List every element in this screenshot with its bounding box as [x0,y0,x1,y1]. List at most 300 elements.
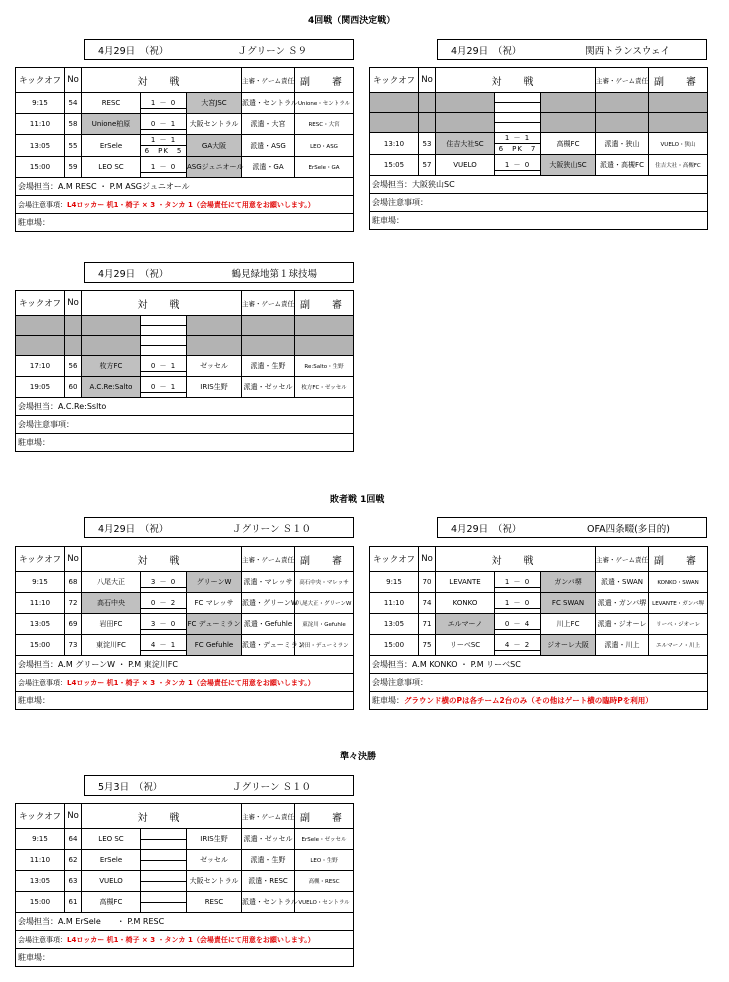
empty-cell [541,113,596,133]
match-no: 71 [419,614,436,635]
venue-date: 4月29日 （祝） [451,523,522,535]
empty-cell [495,113,541,133]
score-cell [495,155,541,176]
home-team: 住吉大社SC [436,133,495,155]
referee: 派遣・ゼッセル [242,377,295,398]
away-team: FC マレッサ [187,593,242,614]
venue-notes-row [16,416,354,434]
match-no: 58 [65,114,82,135]
kickoff-time: 15:00 [16,635,65,656]
score-cell [495,593,541,614]
home-team: KONKO [436,593,495,614]
col-sub-referee: 副 審 [295,547,354,572]
score [141,902,186,903]
venue-in-charge-row [370,176,708,194]
sub-referee: ErSele・ゼッセル [295,829,354,850]
match-no: 70 [419,572,436,593]
parking-label: 駐車場： [18,953,50,962]
score: 3 － 0 [141,619,186,630]
away-team: ガンバ堺 [541,572,596,593]
referee: 派遣・ガンバ堺 [596,593,649,614]
kickoff-time: 11:10 [16,593,65,614]
parking-row [370,212,708,230]
venue-name: Ｊグリーン Ｓ１０ [232,781,311,793]
referee: 派遣・セントラル [242,892,295,913]
venue-notes-value: L4ロッカー 机1・椅子 × 3 ・タンカ 1（会場責任にて用意をお願いします。） [67,200,315,209]
venue-in-charge-label: 会場担当： [18,182,58,191]
parking-label: 駐車場： [18,696,50,705]
col-sub-referee: 副 審 [295,804,354,829]
venue-notes-row [16,196,354,214]
venue-notes-label: 会場注意事項： [18,200,67,209]
empty-cell [295,316,354,336]
kickoff-time: 9:15 [16,572,65,593]
col-sub-referee: 副 審 [295,68,354,93]
away-team: RESC [187,892,242,913]
empty-cell [141,336,187,356]
score: 3 － 0 [141,577,186,588]
score: 0 － 1 [141,119,186,130]
match-row [370,614,708,635]
away-team: 大宮JSC [187,93,242,114]
col-referee: 主審・ゲーム責任 [242,804,295,829]
venue-header [84,775,354,796]
empty-cell [495,93,541,113]
referee: 派遣・RESC [242,871,295,892]
col-match: 対 戦 [436,68,596,93]
away-team: GA大阪 [187,135,242,157]
venue-in-charge-value: A.M KONKO ・ P.M リーベSC [412,660,521,669]
match-no: 68 [65,572,82,593]
col-kickoff: キックオフ [370,547,419,572]
home-team: リーベSC [436,635,495,656]
home-team: ErSele [82,135,141,157]
sub-referee: Unione・セントラル [295,93,354,114]
venue-in-charge-row [16,398,354,416]
empty-row [370,93,708,113]
score: 1 － 0 [495,598,540,609]
referee: 派遣・マレッサ [242,572,295,593]
col-referee: 主審・ゲーム責任 [596,68,649,93]
empty-row [16,316,354,336]
match-no: 61 [65,892,82,913]
match-no: 53 [419,133,436,155]
col-kickoff: キックオフ [370,68,419,93]
kickoff-time: 17:10 [16,356,65,377]
referee: 派遣・ゼッセル [242,829,295,850]
col-sub-referee: 副 審 [649,68,708,93]
score-cell [141,572,187,593]
venue-in-charge-row [16,178,354,196]
parking-label: 駐車場： [18,218,50,227]
sub-referee: LEO・生野 [295,850,354,871]
sub-referee: 枚方FC・ゼッセル [295,377,354,398]
score: 1 － 0 [141,162,186,173]
match-row [16,892,354,913]
venue-date: 5月3日 （祝） [98,781,163,793]
empty-cell [16,336,65,356]
sub-referee: 東淀川・Gefuhle [295,614,354,635]
match-row [16,871,354,892]
empty-cell [242,336,295,356]
match-table [15,803,354,967]
score-cell [495,635,541,656]
match-row [370,593,708,614]
score-cell [141,871,187,892]
venue-notes-row [370,674,708,692]
match-no: 56 [65,356,82,377]
home-team: VUELO [82,871,141,892]
col-referee: 主審・ゲーム責任 [242,291,295,316]
score-cell [141,614,187,635]
sub-referee: ErSele・GA [295,157,354,178]
score-cell [141,377,187,398]
kickoff-time: 13:10 [370,133,419,155]
venue-in-charge-label: 会場担当： [18,917,58,926]
venue-header [84,517,354,538]
empty-cell [370,93,419,113]
home-team: 枚方FC [82,356,141,377]
venue-header [84,262,354,283]
match-no: 62 [65,850,82,871]
match-no: 72 [65,593,82,614]
kickoff-time: 15:00 [16,892,65,913]
score: 0 － 1 [141,382,186,393]
home-team: A.C.Re:Salto [82,377,141,398]
sub-referee: 高槻・RESC [295,871,354,892]
referee: 派遣・ジオーレ [596,614,649,635]
section-title-losers-round1: 敗者戦 1回戦 [330,495,385,505]
parking-value: グラウンド横のPは各チーム2台のみ（その他はゲート横の臨時Pを利用） [404,696,653,705]
match-row [16,635,354,656]
away-team: ジオーレ大阪 [541,635,596,656]
score: 1 － 0 [495,160,540,171]
empty-cell [541,93,596,113]
score: 1 － 1 [141,135,186,146]
empty-row [16,336,354,356]
referee: 派遣・グリーンW [242,593,295,614]
score [141,881,186,882]
venue-name: 鶴見緑地第１球技場 [231,268,317,280]
venue-in-charge-label: 会場担当： [372,660,412,669]
referee: 派遣・高槻FC [596,155,649,176]
venue-date: 4月29日 （祝） [98,523,169,535]
sub-referee: リーベ・ジオーレ [649,614,708,635]
venue-in-charge-row [16,913,354,931]
kickoff-time: 15:05 [370,155,419,176]
away-team: 大阪セントラル [187,871,242,892]
score [141,860,186,861]
home-team: 八尾大正 [82,572,141,593]
empty-cell [141,316,187,336]
empty-cell [419,93,436,113]
kickoff-time: 11:10 [16,114,65,135]
empty-cell [649,113,708,133]
venue-name: Ｊグリーン Ｓ９ [237,45,307,57]
match-no: 73 [65,635,82,656]
away-team: ASGジュニオール [187,157,242,178]
away-team: IRIS生野 [187,377,242,398]
home-team: エルマーノ [436,614,495,635]
match-row [16,157,354,178]
score: 4 － 1 [141,640,186,651]
match-row [370,635,708,656]
section-title-round4: 4回戦（関西決定戦） [308,16,396,26]
kickoff-time: 13:05 [370,614,419,635]
kickoff-time: 15:00 [370,635,419,656]
empty-row [370,113,708,133]
venue-notes-label: 会場注意事項： [18,420,74,429]
sub-referee: KONKO・SWAN [649,572,708,593]
match-row [370,133,708,155]
score: 0 － 1 [141,361,186,372]
kickoff-time: 13:05 [16,871,65,892]
match-row [16,356,354,377]
match-row [16,614,354,635]
venue-name: Ｊグリーン Ｓ１０ [232,523,311,535]
section-title-quarterfinal: 準々決勝 [340,752,377,762]
venue-in-charge-value: A.M ErSele ・ P.M RESC [58,917,165,926]
empty-cell [187,316,242,336]
venue-in-charge-value: A.M RESC ・ P.M ASGジュニオール [58,182,190,191]
score-cell [141,114,187,135]
venue-header [84,39,354,60]
referee: 派遣・生野 [242,356,295,377]
sub-referee: 岩田・デューミラン [295,635,354,656]
score: 4 － 2 [495,640,540,651]
sub-referee: LEVANTE・ガンバ堺 [649,593,708,614]
match-row [16,593,354,614]
venue-notes-row [16,674,354,692]
match-table [15,290,354,452]
match-no: 69 [65,614,82,635]
match-row [16,572,354,593]
col-no: No [65,547,82,572]
venue-in-charge-label: 会場担当： [372,180,412,189]
parking-label: 駐車場： [18,438,50,447]
parking-label: 駐車場： [372,216,404,225]
empty-cell [16,316,65,336]
venue-in-charge-value: A.M グリーンW ・ P.M 東淀川FC [58,660,178,669]
col-match: 対 戦 [82,804,242,829]
empty-cell [65,316,82,336]
venue-header [437,517,707,538]
venue-notes-label: 会場注意事項： [372,678,428,687]
venue-in-charge-row [370,656,708,674]
home-team: RESC [82,93,141,114]
col-no: No [65,804,82,829]
pk-score: 6 PK 7 [498,145,537,153]
home-team: ErSele [82,850,141,871]
parking-row [16,692,354,710]
venue-notes-row [370,194,708,212]
col-kickoff: キックオフ [16,68,65,93]
referee: 派遣・Gefuhle [242,614,295,635]
empty-cell [596,113,649,133]
empty-cell [436,113,495,133]
empty-cell [187,336,242,356]
empty-cell [596,93,649,113]
match-row [16,377,354,398]
venue-in-charge-value: A.C.Re:Sslto [58,402,107,411]
venue-in-charge-label: 会場担当： [18,402,58,411]
match-row [16,135,354,157]
away-team: FC デューミラン [187,614,242,635]
home-team: 高槻FC [82,892,141,913]
referee: 派遣・デューミラン [242,635,295,656]
empty-cell [65,336,82,356]
parking-label: 駐車場： [372,696,404,705]
away-team: ゼッセル [187,356,242,377]
venue-notes-label: 会場注意事項： [18,935,67,944]
away-team: FC SWAN [541,593,596,614]
referee: 派遣・狭山 [596,133,649,155]
sub-referee: VUELO・狭山 [649,133,708,155]
col-match: 対 戦 [82,68,242,93]
kickoff-time: 11:10 [16,850,65,871]
col-match: 対 戦 [436,547,596,572]
empty-cell [649,93,708,113]
match-no: 55 [65,135,82,157]
col-match: 対 戦 [82,547,242,572]
kickoff-time: 9:15 [16,829,65,850]
away-team: 大阪狭山SC [541,155,596,176]
parking-row [370,692,708,710]
venue-in-charge-value: 大阪狭山SC [412,180,455,189]
score-cell [141,135,187,157]
score-cell [495,133,541,155]
away-team: 高槻FC [541,133,596,155]
score-cell [141,850,187,871]
kickoff-time: 11:10 [370,593,419,614]
home-team: VUELO [436,155,495,176]
referee: 派遣・セントラル [242,93,295,114]
match-no: 75 [419,635,436,656]
referee: 派遣・GA [242,157,295,178]
score: 1 － 0 [495,577,540,588]
referee: 派遣・大宮 [242,114,295,135]
home-team: 東淀川FC [82,635,141,656]
away-team: ゼッセル [187,850,242,871]
match-row [16,93,354,114]
away-team: IRIS生野 [187,829,242,850]
sub-referee: Re:Salto・生野 [295,356,354,377]
score-cell [141,892,187,913]
kickoff-time: 19:05 [16,377,65,398]
score: 1 － 1 [495,133,540,144]
home-team: 高石中央 [82,593,141,614]
kickoff-time: 9:15 [370,572,419,593]
score-cell [141,157,187,178]
kickoff-time: 15:00 [16,157,65,178]
parking-row [16,434,354,452]
sub-referee: エルマーノ・川上 [649,635,708,656]
sub-referee: 八尾大正・グリーンW [295,593,354,614]
empty-cell [242,316,295,336]
home-team: LEO SC [82,829,141,850]
home-team: LEVANTE [436,572,495,593]
referee: 派遣・川上 [596,635,649,656]
venue-notes-value: L4ロッカー 机1・椅子 × 3 ・タンカ 1（会場責任にて用意をお願いします。） [67,678,315,687]
score-cell [495,614,541,635]
match-row [16,850,354,871]
away-team: 大阪セントラル [187,114,242,135]
venue-in-charge-row [16,656,354,674]
match-row [370,572,708,593]
col-no: No [419,547,436,572]
match-row [370,155,708,176]
sub-referee: 住吉大社・高槻FC [649,155,708,176]
venue-notes-row [16,931,354,949]
score: 0 － 4 [495,619,540,630]
match-no: 54 [65,93,82,114]
parking-row [16,214,354,232]
match-table [15,67,354,232]
venue-notes-label: 会場注意事項： [18,678,67,687]
venue-in-charge-label: 会場担当： [18,660,58,669]
home-team: 岩田FC [82,614,141,635]
venue-date: 4月29日 （祝） [98,268,169,280]
col-referee: 主審・ゲーム責任 [242,68,295,93]
score-cell [141,829,187,850]
match-no: 64 [65,829,82,850]
match-table [369,67,708,230]
empty-cell [419,113,436,133]
kickoff-time: 9:15 [16,93,65,114]
empty-cell [82,336,141,356]
col-no: No [65,291,82,316]
sub-referee: 高石中央・マレッサ [295,572,354,593]
col-referee: 主審・ゲーム責任 [242,547,295,572]
col-kickoff: キックオフ [16,547,65,572]
col-no: No [419,68,436,93]
parking-row [16,949,354,967]
referee: 派遣・ASG [242,135,295,157]
score: 0 － 2 [141,598,186,609]
venue-notes-label: 会場注意事項： [372,198,428,207]
kickoff-time: 13:05 [16,135,65,157]
match-table [15,546,354,710]
score-cell [141,356,187,377]
col-match: 対 戦 [82,291,242,316]
empty-cell [295,336,354,356]
match-no: 59 [65,157,82,178]
venue-name: 関西トランスウェイ [585,45,670,57]
away-team: 川上FC [541,614,596,635]
empty-cell [370,113,419,133]
score-cell [495,572,541,593]
col-referee: 主審・ゲーム責任 [596,547,649,572]
venue-header [437,39,707,60]
home-team: Unione柏原 [82,114,141,135]
sub-referee: RESC・大宮 [295,114,354,135]
col-sub-referee: 副 審 [295,291,354,316]
empty-cell [436,93,495,113]
away-team: FC Gefuhle [187,635,242,656]
score: 1 － 0 [141,98,186,109]
referee: 派遣・生野 [242,850,295,871]
score [141,839,186,840]
kickoff-time: 13:05 [16,614,65,635]
col-sub-referee: 副 審 [649,547,708,572]
col-kickoff: キックオフ [16,804,65,829]
venue-name: OFA四条畷(多目的) [587,523,670,535]
match-no: 74 [419,593,436,614]
match-no: 63 [65,871,82,892]
venue-notes-value: L4ロッカー 机1・椅子 × 3 ・タンカ 1（会場責任にて用意をお願いします。） [67,935,315,944]
match-table [369,546,708,710]
match-row [16,114,354,135]
